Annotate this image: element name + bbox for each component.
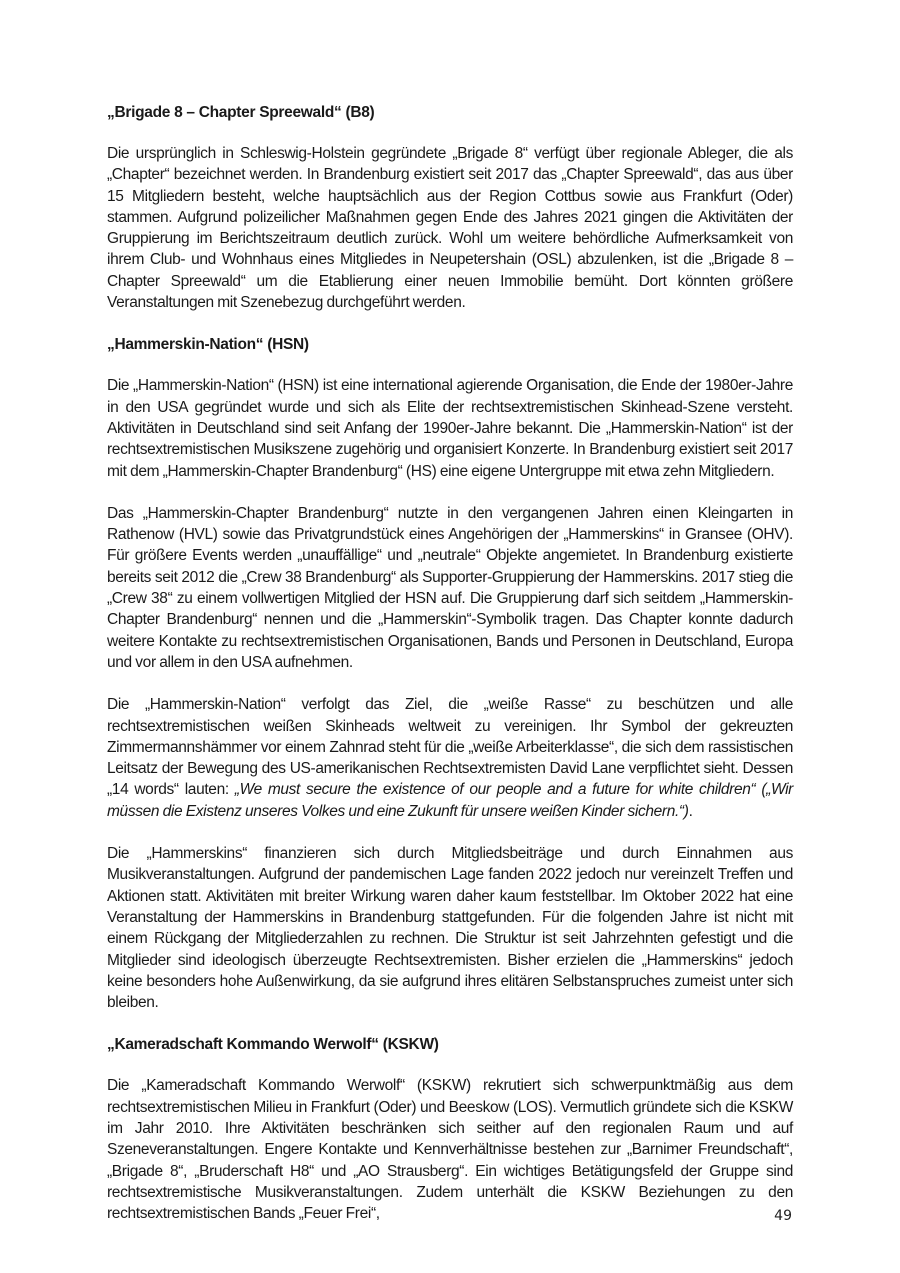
- section-heading-brigade-8: „Brigade 8 – Chapter Spreewald“ (B8): [107, 104, 375, 121]
- hsn-goals-lead: Die „Hammerskin-Nation“ verfolgt das Ziel, die „weiße Rasse“ zu beschützen und alle rechtsextremistischen weißen Skinheads weltweit zu vereinigen. Ihr Symbol der gekreuzten Zimmermannshämmer vor einem Zahnrad steht für die „weiße Arbeiterklasse“, die sich dem rassistischen Leitsatz der Bewegung des US-amerikanischen Rechtsextremisten David Lane verpflichtet sieht. Dessen „14 words“ lauten:: [107, 696, 793, 799]
- quote-german: („Wir müssen die Existenz unseres Volkes und eine Zukunft für unsere weißen Kinder sichern.“): [107, 781, 793, 820]
- paragraph-brigade-8: Die ursprünglich in Schleswig-Holstein gegründete „Brigade 8“ verfügt über regionale Ableger, die als „Chapter“ bezeichnet werden. In Brandenburg existiert seit 2017 das „Chapter Spreewald“, das aus über 15 Mitgliedern besteht, welche hauptsächlich aus der Region Cottbus sowie aus Frankfurt (Oder) stammen. Aufgrund polizeilicher Maßnahmen gegen Ende des Jahres 2021 gingen die Aktivitäten der Gruppierung im Berichtszeitraum deutlich zurück. Wohl um weitere behördliche Aufmerksamkeit von ihrem Club- und Wohnhaus eines Mitgliedes in Neupetershain (OSL) abzulenken, ist die „Brigade 8 – Chapter Spreewald“ um die Etablierung einer neuen Immobilie bemüht. Dort könnten größere Veranstaltungen mit Szenebezug durchgeführt werden.: [107, 145, 793, 312]
- paragraph-kskw: Die „Kameradschaft Kommando Werwolf“ (KSKW) rekrutiert sich schwerpunktmäßig aus dem rechtsextremistischen Milieu in Frankfurt (Oder) und Beeskow (LOS). Vermutlich gründete sich die KSKW im Jahr 2010. Ihre Aktivitäten beschränken sich seither auf den regionalen Raum und auf Szeneveranstaltungen. Engere Kontakte und Kennverhältnisse bestehen zur „Barnimer Freundschaft“, „Brigade 8“, „Bruderschaft H8“ und „AO Strausberg“. Ein wichtiges Betätigungsfeld der Gruppe sind rechtsextremistische Musikveranstaltungen. Zudem unterhält die KSKW Beziehungen zu den rechtsextremistischen Bands „Feuer Frei“,: [107, 1077, 793, 1223]
- quote-english: „We must secure the existence of our people and a future for white children“: [234, 781, 756, 799]
- paragraph-hsn-chapter: Das „Hammerskin-Chapter Brandenburg“ nutzte in den vergangenen Jahren einen Kleingarten in Rathenow (HVL) sowie das Privatgrundstück eines Angehörigen der „Hammerskins“ in Gransee (OHV). Für größere Events werden „unauffällige“ und „neutrale“ Objekte angemietet. In Brandenburg existierte bereits seit 2012 die „Crew 38 Brandenburg“ als Supporter-Gruppierung der Hammerskins. 2017 stieg die „Crew 38“ zu einem vollwertigen Mitglied der HSN auf. Die Gruppierung darf sich seitdem „Hammerskin-Chapter Brandenburg“ nennen und die „Hammerskin“-Symbolik tragen. Das Chapter konnte dadurch weitere Kontakte zu rechtsextremistischen Organisationen, Bands und Personen in Deutschland, Europa und vor allem in den USA aufnehmen.: [107, 504, 793, 671]
- section-heading-hammerskin-nation: „Hammerskin-Nation“ (HSN): [107, 336, 309, 354]
- paragraph-hsn-intro: Die „Hammerskin-Nation“ (HSN) ist eine international agierende Organisation, die Ende der 1980er-Jahre in den USA gegründet wurde und sich als Elite der rechtsextremistischen Skinhead-Szene versteht. Aktivitäten in Deutschland sind seit Anfang der 1990er-Jahre bekannt. Die „Hammerskin-Nation“ ist der rechtsextremistischen Musikszene zugehörig und organisiert Konzerte. In Brandenburg existiert seit 2017 mit dem „Hammerskin-Chapter Brandenburg“ (HS) eine eigene Untergruppe mit etwa zehn Mitgliedern.: [107, 377, 793, 480]
- paragraph-hsn-goals: [107, 694, 793, 822]
- paragraph-hsn-finances: Die „Hammerskins“ finanzieren sich durch Mitgliedsbeiträge und durch Einnahmen aus Musikveranstaltungen. Aufgrund der pandemischen Lage fanden 2022 jedoch nur vereinzelt Treffen und Aktionen statt. Aktivitäten mit breiter Wirkung waren daher kaum feststellbar. Im Oktober 2022 hat eine Veranstaltung der Hammerskins in Brandenburg stattgefunden. Für die folgenden Jahre ist nicht mit einem Rückgang der Mitgliederzahlen zu rechnen. Die Struktur ist seit Jahrzehnten gefestigt und die Mitglieder sind ideologisch überzeugte Rechtsextremisten. Bisher erzielen die „Hammerskins“ jedoch keine besonders hohe Außenwirkung, da sie aufgrund ihres elitären Selbstanspruches zumeist unter sich bleiben.: [107, 845, 793, 1012]
- document-page: [107, 102, 793, 1245]
- page-number: 49: [774, 1208, 792, 1224]
- hsn-goals-tail: .: [688, 802, 693, 820]
- section-heading-kskw: „Kameradschaft Kommando Werwolf“ (KSKW): [107, 1036, 439, 1054]
